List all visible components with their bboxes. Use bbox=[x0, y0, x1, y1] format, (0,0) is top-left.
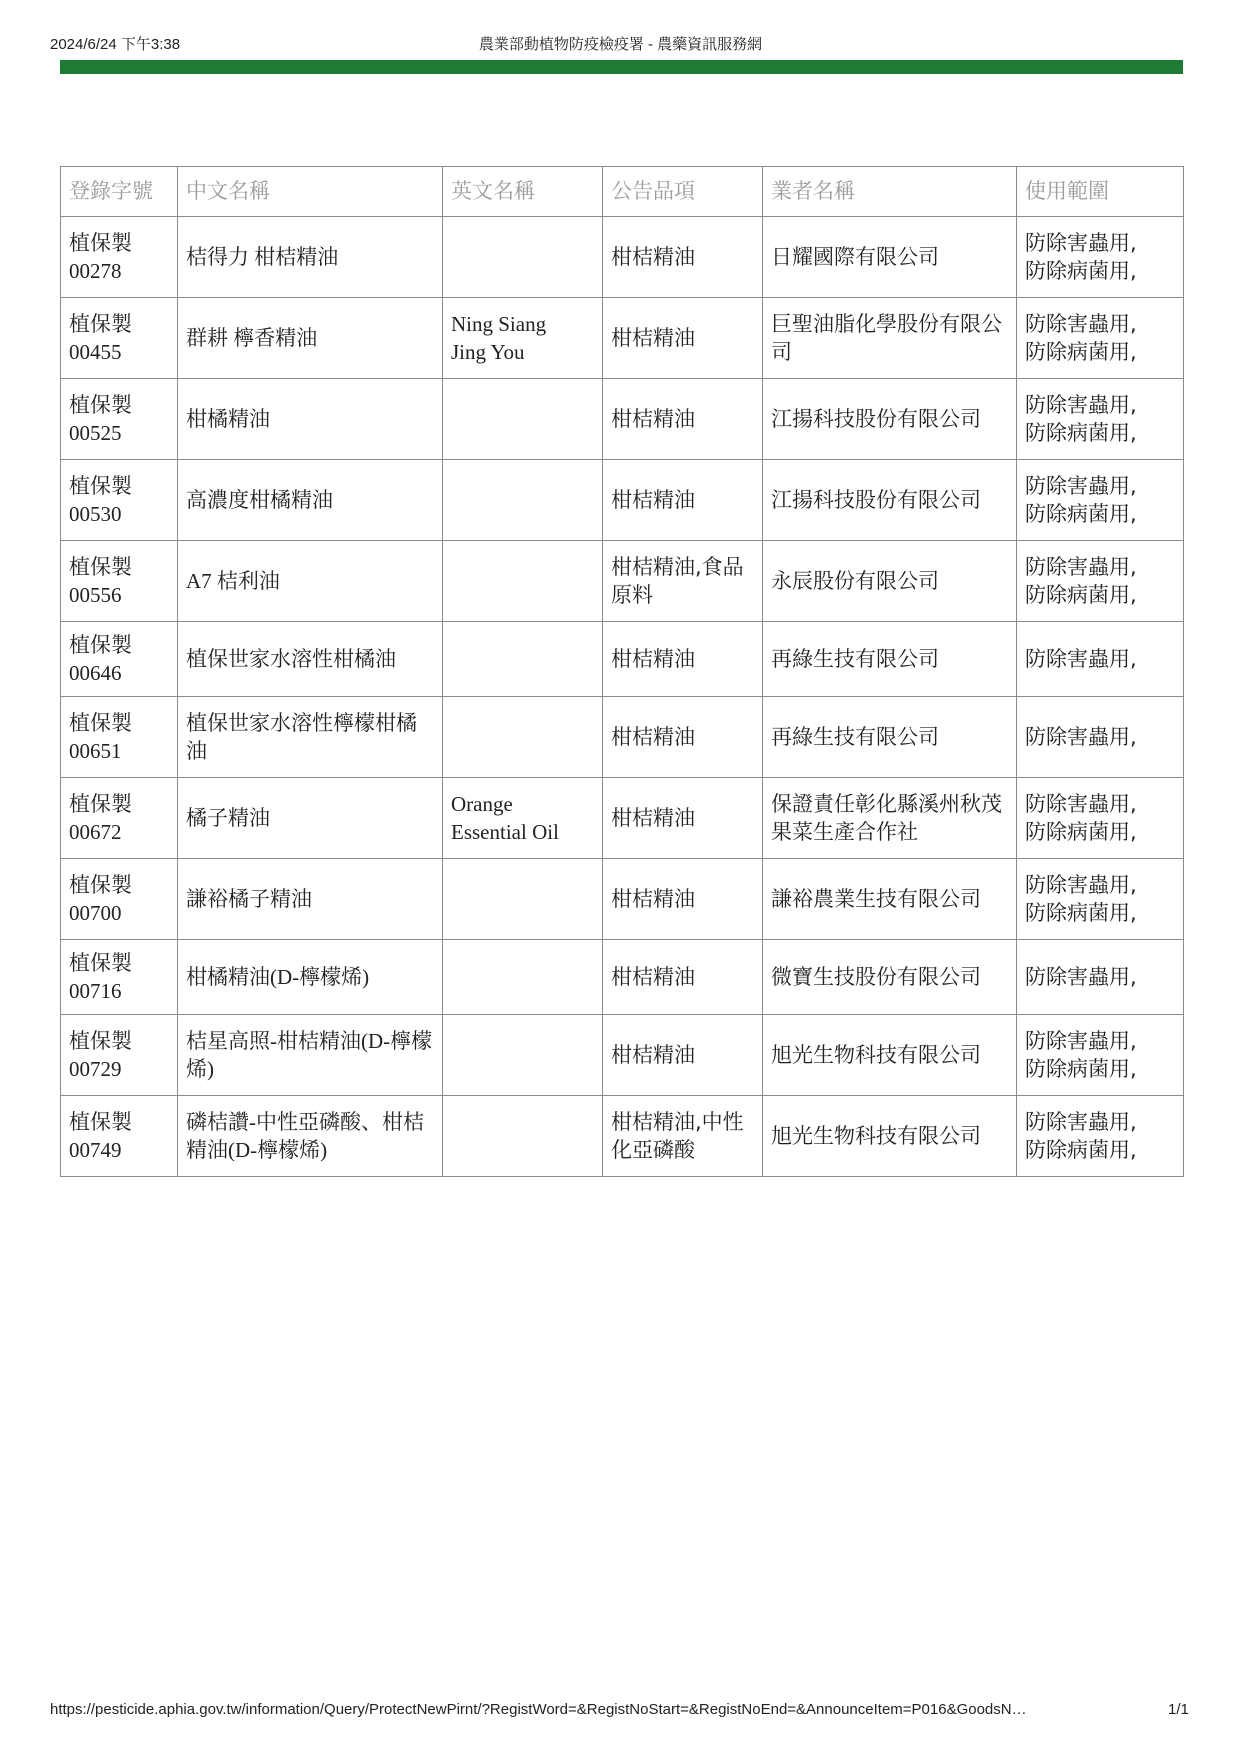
cell-reg-no: 植保製 00646 bbox=[61, 622, 178, 697]
cell-chinese-name: 植保世家水溶性柑橘油 bbox=[178, 622, 443, 697]
cell-usage-scope: 防除害蟲用, 防除病菌用, bbox=[1017, 778, 1184, 859]
cell-chinese-name: 桔星高照-柑桔精油(D-檸檬烯) bbox=[178, 1015, 443, 1096]
cell-english-name bbox=[443, 1015, 603, 1096]
pesticide-table bbox=[60, 166, 1184, 1177]
cell-english-name bbox=[443, 379, 603, 460]
table-row bbox=[61, 1096, 1184, 1177]
print-datetime: 2024/6/24 下午3:38 bbox=[50, 36, 181, 53]
cell-announced-item: 柑桔精油,食品原料 bbox=[603, 541, 763, 622]
table-header-row bbox=[61, 167, 1184, 217]
table-row bbox=[61, 379, 1184, 460]
column-header-reg-no: 登錄字號 bbox=[61, 167, 178, 217]
cell-reg-no: 植保製 00716 bbox=[61, 940, 178, 1015]
table-row bbox=[61, 460, 1184, 541]
cell-english-name bbox=[443, 541, 603, 622]
cell-announced-item: 柑桔精油 bbox=[603, 217, 763, 298]
cell-usage-scope: 防除害蟲用, 防除病菌用, bbox=[1017, 217, 1184, 298]
cell-usage-scope: 防除害蟲用, bbox=[1017, 622, 1184, 697]
table-row bbox=[61, 697, 1184, 778]
cell-usage-scope: 防除害蟲用, 防除病菌用, bbox=[1017, 298, 1184, 379]
cell-english-name bbox=[443, 859, 603, 940]
cell-english-name bbox=[443, 460, 603, 541]
column-header-usage-scope: 使用範圍 bbox=[1017, 167, 1184, 217]
cell-usage-scope: 防除害蟲用, 防除病菌用, bbox=[1017, 1015, 1184, 1096]
print-header bbox=[0, 33, 1241, 55]
column-header-chinese-name: 中文名稱 bbox=[178, 167, 443, 217]
cell-chinese-name: A7 桔利油 bbox=[178, 541, 443, 622]
cell-english-name bbox=[443, 622, 603, 697]
cell-chinese-name: 謙裕橘子精油 bbox=[178, 859, 443, 940]
cell-announced-item: 柑桔精油,中性化亞磷酸 bbox=[603, 1096, 763, 1177]
cell-reg-no: 植保製 00530 bbox=[61, 460, 178, 541]
cell-company: 謙裕農業生技有限公司 bbox=[763, 859, 1017, 940]
table-row bbox=[61, 859, 1184, 940]
cell-usage-scope: 防除害蟲用, bbox=[1017, 940, 1184, 1015]
cell-company: 日耀國際有限公司 bbox=[763, 217, 1017, 298]
cell-announced-item: 柑桔精油 bbox=[603, 379, 763, 460]
cell-reg-no: 植保製 00278 bbox=[61, 217, 178, 298]
print-url: https://pesticide.aphia.gov.tw/information/Query/ProtectNewPirnt/?RegistWord=&RegistNoStart=&RegistNoEnd=&AnnounceItem=P016&GoodsN… bbox=[50, 1701, 1027, 1718]
table-row bbox=[61, 1015, 1184, 1096]
brand-bar bbox=[60, 60, 1183, 74]
cell-company: 再綠生技有限公司 bbox=[763, 697, 1017, 778]
cell-company: 旭光生物科技有限公司 bbox=[763, 1096, 1017, 1177]
page-title: 農業部動植物防疫檢疫署 - 農藥資訊服務網 bbox=[478, 36, 763, 53]
cell-chinese-name: 磷桔讚-中性亞磷酸、柑桔精油(D-檸檬烯) bbox=[178, 1096, 443, 1177]
table-row bbox=[61, 541, 1184, 622]
cell-usage-scope: 防除害蟲用, 防除病菌用, bbox=[1017, 541, 1184, 622]
cell-announced-item: 柑桔精油 bbox=[603, 1015, 763, 1096]
column-header-company: 業者名稱 bbox=[763, 167, 1017, 217]
cell-announced-item: 柑桔精油 bbox=[603, 859, 763, 940]
cell-reg-no: 植保製 00651 bbox=[61, 697, 178, 778]
cell-english-name bbox=[443, 217, 603, 298]
table-body bbox=[61, 217, 1184, 1177]
table-row bbox=[61, 778, 1184, 859]
cell-english-name: Orange Essential Oil bbox=[443, 778, 603, 859]
table-row bbox=[61, 940, 1184, 1015]
cell-announced-item: 柑桔精油 bbox=[603, 778, 763, 859]
cell-reg-no: 植保製 00672 bbox=[61, 778, 178, 859]
cell-announced-item: 柑桔精油 bbox=[603, 697, 763, 778]
cell-english-name bbox=[443, 940, 603, 1015]
table-row bbox=[61, 298, 1184, 379]
cell-reg-no: 植保製 00729 bbox=[61, 1015, 178, 1096]
cell-company: 微寶生技股份有限公司 bbox=[763, 940, 1017, 1015]
cell-chinese-name: 植保世家水溶性檸檬柑橘油 bbox=[178, 697, 443, 778]
cell-usage-scope: 防除害蟲用, 防除病菌用, bbox=[1017, 1096, 1184, 1177]
cell-reg-no: 植保製 00525 bbox=[61, 379, 178, 460]
cell-english-name bbox=[443, 697, 603, 778]
cell-announced-item: 柑桔精油 bbox=[603, 460, 763, 541]
cell-company: 再綠生技有限公司 bbox=[763, 622, 1017, 697]
cell-chinese-name: 橘子精油 bbox=[178, 778, 443, 859]
cell-english-name bbox=[443, 1096, 603, 1177]
cell-reg-no: 植保製 00556 bbox=[61, 541, 178, 622]
cell-company: 江揚科技股份有限公司 bbox=[763, 379, 1017, 460]
cell-chinese-name: 柑橘精油 bbox=[178, 379, 443, 460]
cell-usage-scope: 防除害蟲用, 防除病菌用, bbox=[1017, 460, 1184, 541]
cell-company: 江揚科技股份有限公司 bbox=[763, 460, 1017, 541]
cell-chinese-name: 柑橘精油(D-檸檬烯) bbox=[178, 940, 443, 1015]
cell-english-name: Ning Siang Jing You bbox=[443, 298, 603, 379]
cell-usage-scope: 防除害蟲用, bbox=[1017, 697, 1184, 778]
cell-usage-scope: 防除害蟲用, 防除病菌用, bbox=[1017, 379, 1184, 460]
cell-chinese-name: 群耕 檸香精油 bbox=[178, 298, 443, 379]
table-row bbox=[61, 217, 1184, 298]
cell-reg-no: 植保製 00749 bbox=[61, 1096, 178, 1177]
cell-company: 保證責任彰化縣溪州秋茂果菜生產合作社 bbox=[763, 778, 1017, 859]
table-row bbox=[61, 622, 1184, 697]
column-header-english-name: 英文名稱 bbox=[443, 167, 603, 217]
cell-company: 旭光生物科技有限公司 bbox=[763, 1015, 1017, 1096]
page-number: 1/1 bbox=[1168, 1701, 1189, 1718]
cell-announced-item: 柑桔精油 bbox=[603, 298, 763, 379]
cell-announced-item: 柑桔精油 bbox=[603, 940, 763, 1015]
cell-usage-scope: 防除害蟲用, 防除病菌用, bbox=[1017, 859, 1184, 940]
cell-chinese-name: 桔得力 柑桔精油 bbox=[178, 217, 443, 298]
cell-announced-item: 柑桔精油 bbox=[603, 622, 763, 697]
cell-reg-no: 植保製 00700 bbox=[61, 859, 178, 940]
cell-company: 巨聖油脂化學股份有限公司 bbox=[763, 298, 1017, 379]
cell-reg-no: 植保製 00455 bbox=[61, 298, 178, 379]
column-header-announced-item: 公告品項 bbox=[603, 167, 763, 217]
print-footer bbox=[0, 1701, 1241, 1723]
cell-chinese-name: 高濃度柑橘精油 bbox=[178, 460, 443, 541]
cell-company: 永辰股份有限公司 bbox=[763, 541, 1017, 622]
